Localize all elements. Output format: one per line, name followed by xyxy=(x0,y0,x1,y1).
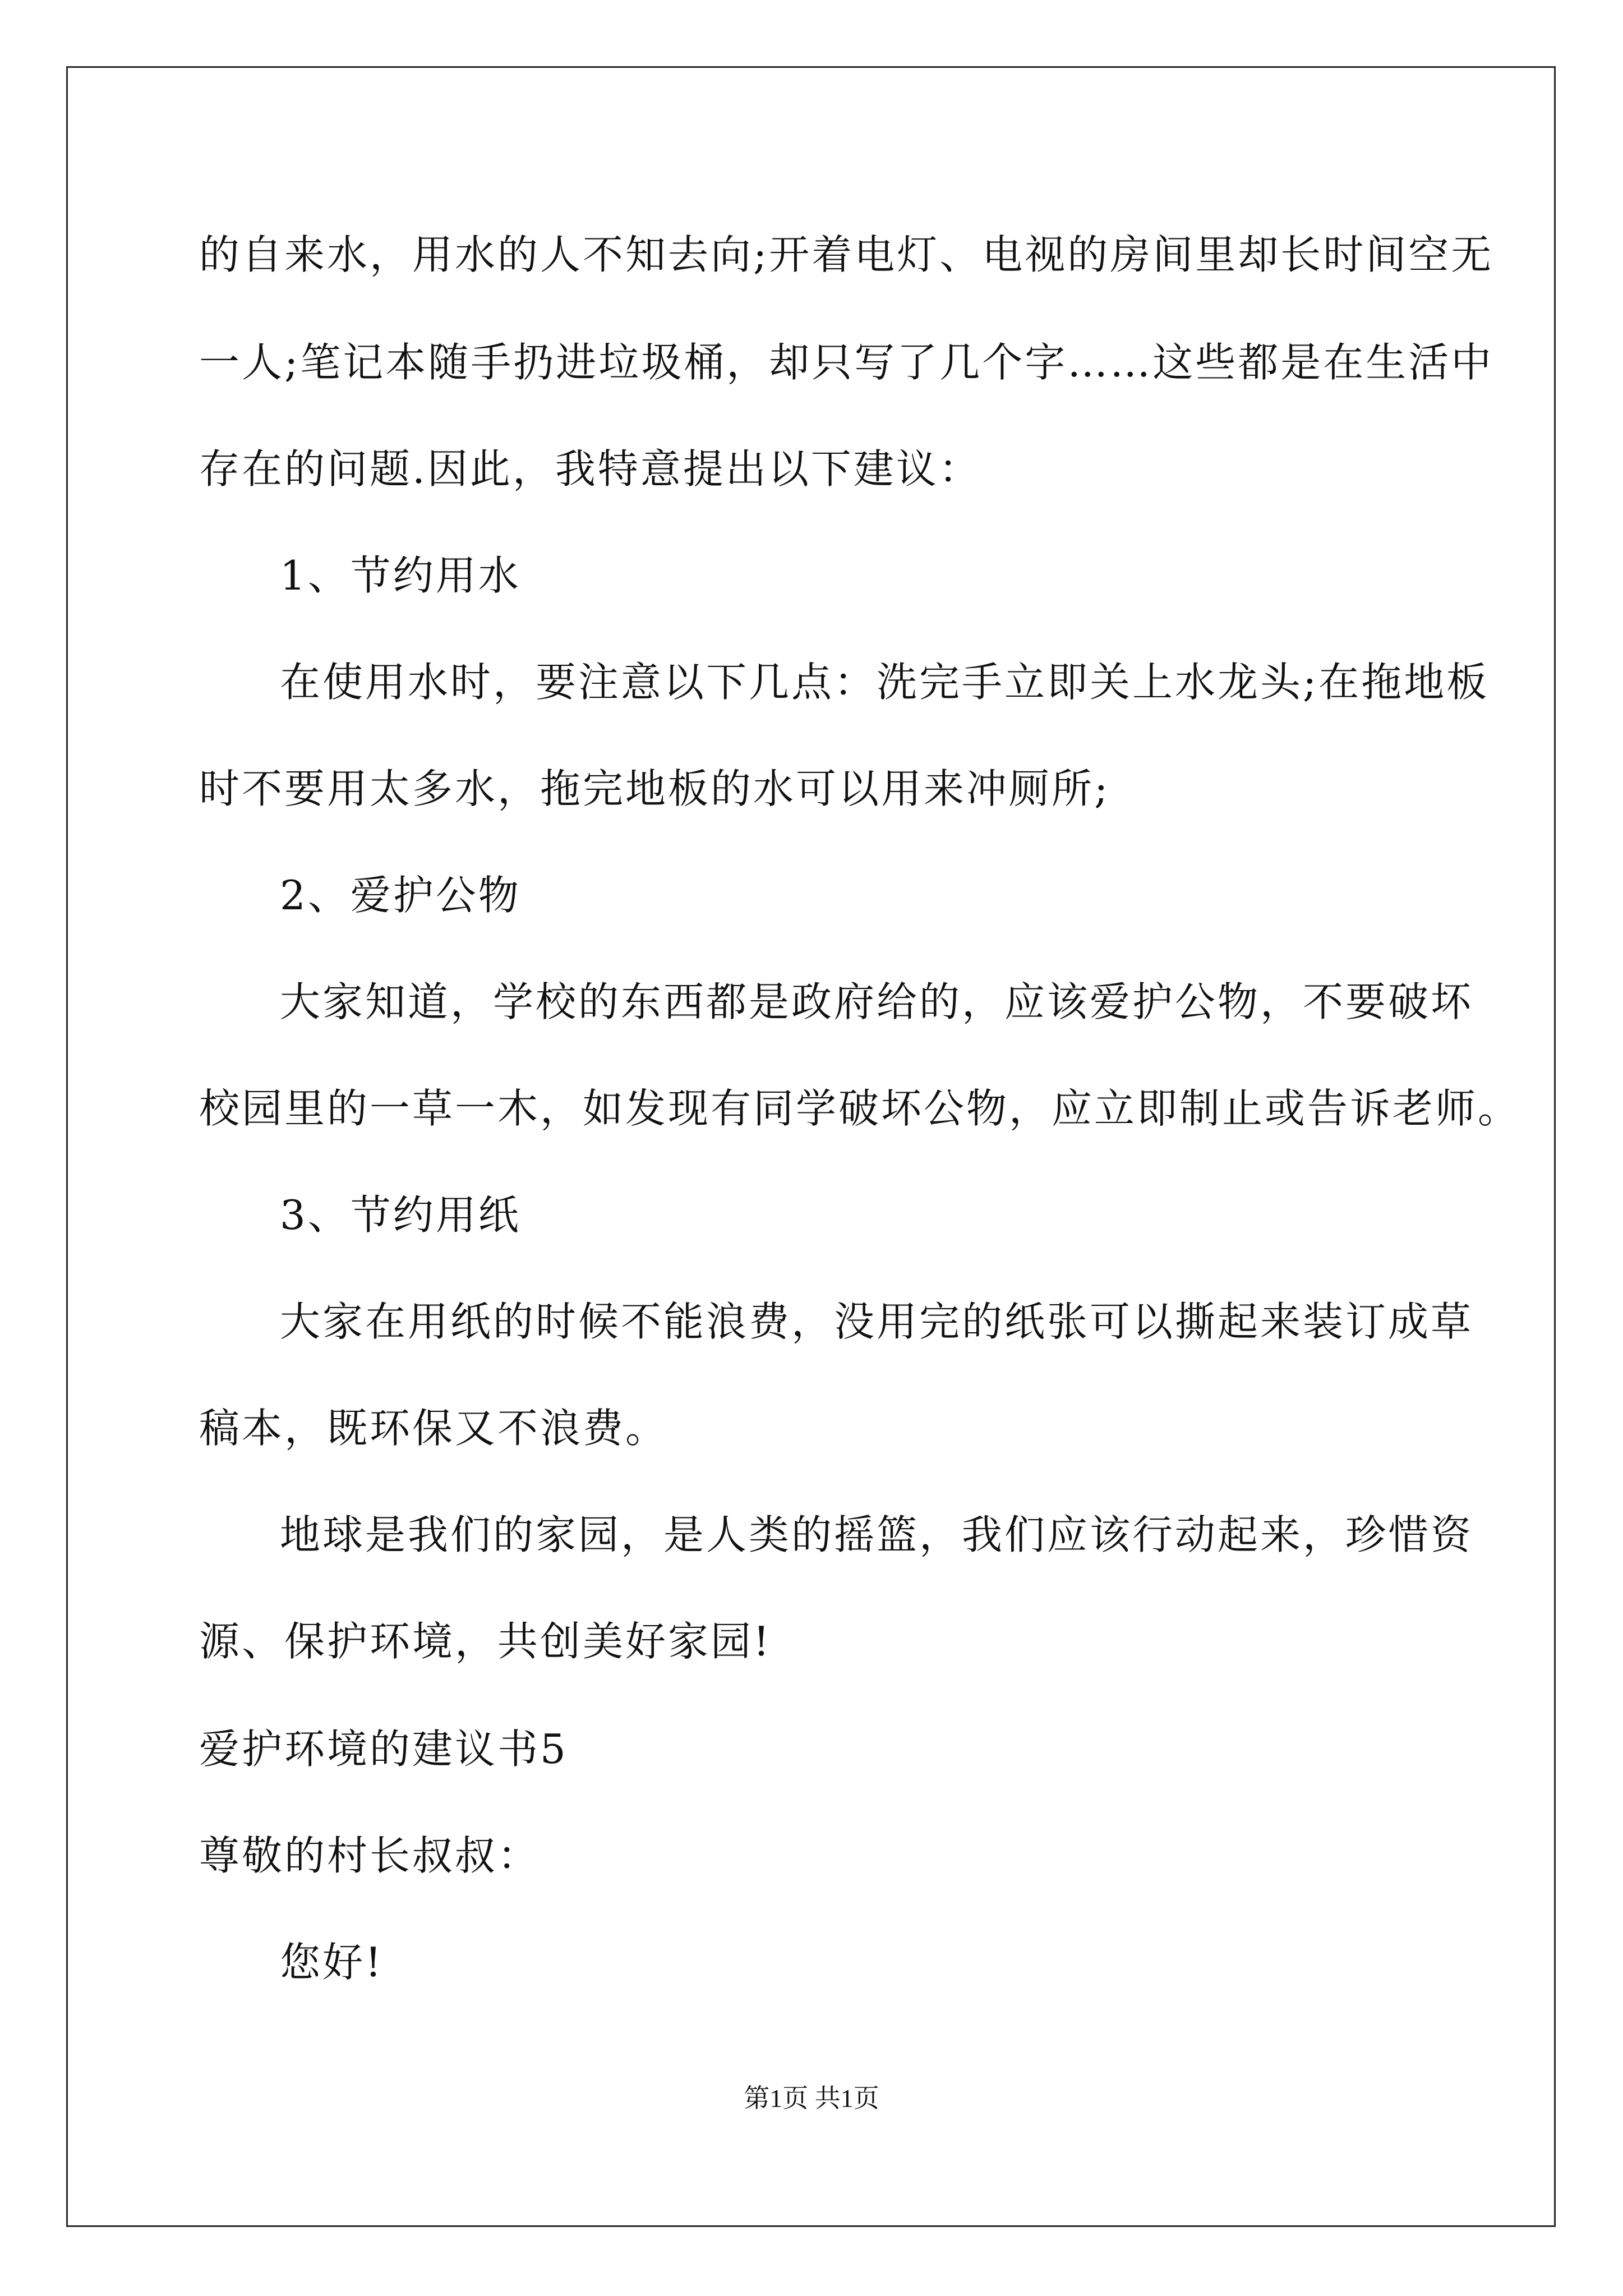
paragraph-line: 稿本，既环保又不浪费。 xyxy=(199,1405,668,1452)
section-title: 爱护环境的建议书5 xyxy=(199,1726,568,1773)
paragraph-line: 的自来水，用水的人不知去向;开着电灯、电视的房间里却长时间空无 xyxy=(199,231,1494,278)
paragraph-line: 校园里的一草一木，如发现有同学破坏公物，应立即制止或告诉老师。 xyxy=(199,1085,1521,1132)
paragraph-line: 源、保护环境，共创美好家园! xyxy=(199,1618,772,1665)
page-border xyxy=(66,66,1556,2227)
paragraph-line: 存在的问题.因此，我特意提出以下建议： xyxy=(199,445,981,493)
paragraph-line: 地球是我们的家园，是人类的摇篮，我们应该行动起来，珍惜资 xyxy=(280,1511,1474,1558)
section-heading: 2、爱护公物 xyxy=(280,872,521,919)
page-number-footer: 第1页 共1页 xyxy=(744,2084,879,2113)
paragraph-line: 时不要用太多水，拖完地板的水可以用来冲厕所; xyxy=(199,765,1110,812)
paragraph-line: 大家知道，学校的东西都是政府给的，应该爱护公物，不要破坏 xyxy=(280,978,1474,1025)
section-heading: 3、节约用纸 xyxy=(280,1191,521,1239)
paragraph-line: 一人;笔记本随手扔进垃圾桶，却只写了几个字……这些都是在生活中 xyxy=(199,339,1494,386)
paragraph-line: 大家在用纸的时候不能浪费，没用完的纸张可以撕起来装订成草 xyxy=(280,1298,1474,1345)
salutation: 尊敬的村长叔叔： xyxy=(199,1832,541,1879)
greeting: 您好! xyxy=(280,1939,384,1986)
paragraph-line: 在使用水时，要注意以下几点：洗完手立即关上水龙头;在拖地板 xyxy=(280,659,1490,706)
section-heading: 1、节约用水 xyxy=(280,552,521,599)
